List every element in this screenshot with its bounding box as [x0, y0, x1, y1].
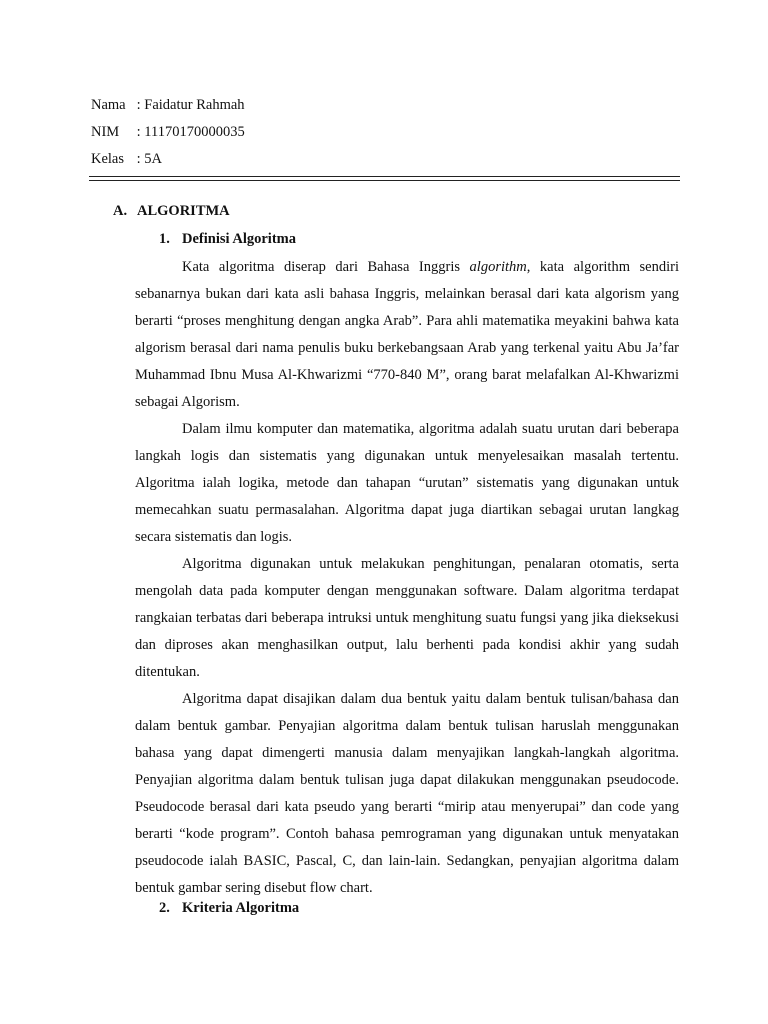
paragraph-1-text-a: Kata algoritma diserap dari Bahasa Inggris — [182, 259, 470, 275]
class-label: Kelas — [91, 151, 125, 167]
name-value: : Faidatur Rahmah — [136, 97, 245, 113]
nim-label: NIM — [91, 124, 120, 140]
subsection-2-number: 2. — [159, 900, 170, 916]
paragraph-2: Dalam ilmu komputer dan matematika, algoritma adalah suatu urutan dari beberapa langkah logis dan sistematis yang digunakan untuk menyelesaikan masalah tertentu. Algoritma ialah logika, metode dan tahapan “urutan” sistematis yang digunakan untuk memecahkan suatu permasalahan. Algoritma dapat juga diartikan sebagai urutan langkag secara sistematis dan logis. — [135, 421, 679, 545]
subsection-2-title: Kriteria Algoritma — [182, 900, 300, 916]
section-number: A. — [113, 203, 128, 219]
section-title: ALGORITMA — [137, 203, 230, 219]
header-divider-bottom — [89, 180, 680, 181]
subsection-1-number: 1. — [159, 231, 170, 247]
paragraph-1 — [135, 254, 679, 416]
subsection-heading-2 — [159, 900, 299, 917]
paragraph-1-text-b: , kata algorithm sendiri sebanarnya bukan dari kata asli bahasa Inggris, melainkan berasal dari kata algorism yang berarti “proses menghitung dengan angka Arab”. Para ahli matematika meyakini bahwa kata algorism berasal dari nama penulis buku berkebangsaan Arab yang terkenal yaitu Abu Ja’far Muhammad Ibnu Musa Al-Khwarizmi “770-840 M”, orang barat melafalkan Al-Khwarizmi sebagai Algorism. — [135, 259, 679, 410]
paragraph-3: Algoritma digunakan untuk melakukan penghitungan, penalaran otomatis, serta mengolah data pada komputer dengan menggunakan software. Dalam algoritma terdapat rangkaian terbatas dari beberapa intruksi untuk menghitung suatu fungsi yang jika dieksekusi dan diproses akan menghasilkan output, lalu berhenti pada kondisi akhir yang sudah ditentukan. — [135, 556, 679, 680]
student-info — [91, 92, 245, 173]
class-row — [91, 146, 245, 173]
class-value: : 5A — [136, 151, 162, 167]
section-heading-a — [113, 203, 230, 220]
subsection-1-title: Definisi Algoritma — [182, 231, 296, 247]
subsection-heading-1 — [159, 231, 296, 248]
paragraph-4: Algoritma dapat disajikan dalam dua bentuk yaitu dalam bentuk tulisan/bahasa dan dalam bentuk gambar. Penyajian algoritma dalam bentuk tulisan haruslah menggunakan bahasa yang dapat dimengerti manusia dalam menyajikan langkah-langkah algoritma. Penyajian algoritma dalam bentuk tulisan juga dapat dilakukan menggunakan pseudocode. Pseudocode berasal dari kata pseudo yang berarti “mirip atau menyerupai” dan code yang berarti “kode program”. Contoh bahasa pemrograman yang digunakan untuk menyatakan pseudocode ialah BASIC, Pascal, C, dan lain-lain. Sedangkan, penyajian algoritma dalam bentuk gambar sering disebut flow chart. — [135, 691, 679, 896]
name-row — [91, 92, 245, 119]
nim-value: : 11170170000035 — [136, 124, 245, 140]
nim-row — [91, 119, 245, 146]
paragraph-1-italic-term: algorithm — [469, 259, 527, 275]
body-text — [135, 254, 679, 902]
header-divider-top — [89, 176, 680, 177]
name-label: Nama — [91, 97, 126, 113]
